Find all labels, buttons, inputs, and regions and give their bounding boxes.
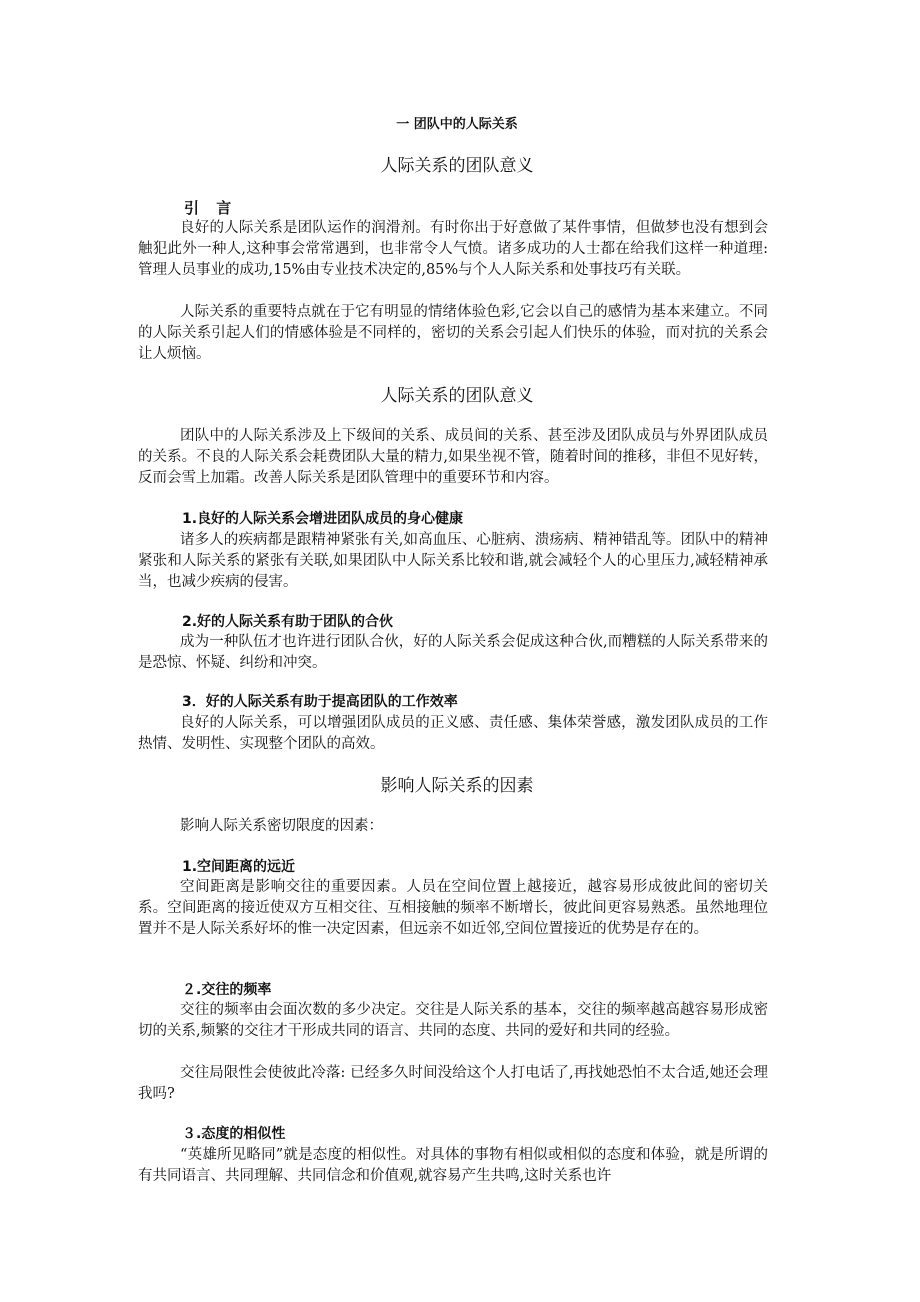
- section-3-item-1-paragraph: 空间距离是影响交往的重要因素。人员在空间位置上越接近，越容易形成彼此间的密切关系。空间距离的接近使双方互相交往、互相接触的频率不断增长，彼此间更容易熟悉。虽然地理位置并不是人际关系好坏的惟一决定因素，但远亲不如近邻,空间位置接近的优势是存在的。: [138, 879, 768, 937]
- section-2-item-1-text: 诸多人的疾病都是跟精神紧张有关,如高血压、心脏病、溃疡病、精神错乱等。团队中的精神紧张和人际关系的紧张有关联,如果团队中人际关系比较和谐,就会减轻个人的心里压力,减轻精神承当，也减少疾病的侵害。: [138, 532, 768, 590]
- section-2-item-2-text: 成为一种队伍才也许进行团队合伙，好的人际关系会促成这种合伙,而糟糕的人际关系带来的是恐惊、怀疑、纠纷和冲突。: [138, 634, 768, 671]
- intro-heading: 引 言: [184, 199, 238, 217]
- section-3-item-3-paragraph: “英雄所见略同”就是态度的相似性。对具体的事物有相似或相似的态度和体验，就是所谓的有共同语言、共同理解、共同信念和价值观,就容易产生共鸣,这时关系也许: [138, 1147, 768, 1184]
- intro-paragraph-1: 良好的人际关系是团队运作的润滑剂。有时你出于好意做了某件事情，但做梦也没有想到会触犯此外一种人,这种事会常常遇到，也非常令人气愤。诸多成功的人士都在给我们这样一种道理:管理人员事业的成功,15%由专业技术决定的,85%与个人人际关系和处事技巧有关联。: [138, 220, 768, 278]
- section-3-item-3-heading: ３.态度的相似性: [182, 1126, 286, 1142]
- section-3-item-2-paragraph-2: 交往局限性会使彼此冷落: 已经多久时间没给这个人打电话了,再找她恐怕不太合适,她还会理我吗?: [138, 1065, 768, 1102]
- section-3-item-2-paragraph-1: 交往的频率由会面次数的多少决定。交往是人际关系的基本，交往的频率越高越容易形成密切的关系,频繁的交往才干形成共同的语言、共同的态度、共同的爱好和共同的经验。: [138, 1002, 768, 1039]
- section-3-intro-paragraph: 影响人际关系密切限度的因素：: [180, 818, 384, 834]
- section-2-item-1-heading: 1.良好的人际关系会增进团队成员的身心健康: [182, 511, 464, 527]
- intro-paragraph-2: 人际关系的重要特点就在于它有明显的情绪体验色彩,它会以自己的感情为基本来建立。不同的人际关系引起人们的情感体验是不同样的，密切的关系会引起人们快乐的体验，而对抗的关系会让人烦恼。: [138, 304, 768, 362]
- section-3-item-2-heading: ２.交往的频率: [182, 982, 272, 998]
- section-1-title: 人际关系的团队意义: [380, 156, 534, 176]
- section-3-title: 影响人际关系的因素: [380, 776, 534, 796]
- section-2-intro-paragraph: 团队中的人际关系涉及上下级间的关系、成员间的关系、甚至涉及团队成员与外界团队成员的关系。不良的人际关系会耗费团队大量的精力,如果坐视不管，随着时间的推移，非但不见好转，反而会雪上加霜。改善人际关系是团队管理中的重要环节和内容。: [138, 428, 768, 486]
- section-2-item-2-heading: 2.好的人际关系有助于团队的合伙: [182, 614, 394, 630]
- section-2-item-3-heading: 3．好的人际关系有助于提高团队的工作效率: [182, 694, 458, 710]
- chapter-title: 一 团队中的人际关系: [396, 117, 518, 132]
- section-2-title: 人际关系的团队意义: [380, 386, 534, 406]
- section-3-item-1-heading: 1.空间距离的远近: [182, 859, 296, 875]
- section-2-item-3-text: 良好的人际关系，可以增强团队成员的正义感、责任感、集体荣誉感，激发团队成员的工作热情、发明性、实现整个团队的高效。: [138, 715, 768, 752]
